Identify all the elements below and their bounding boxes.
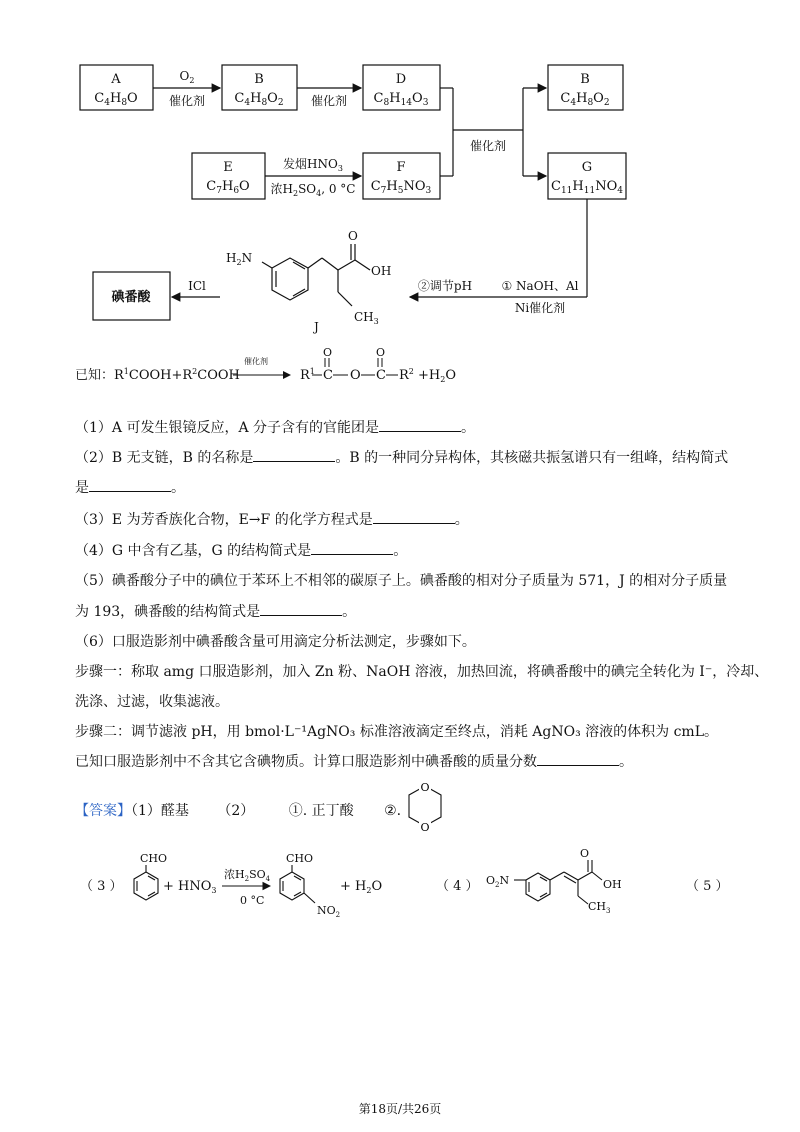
product-cho: CHO [286,852,314,865]
cond-ni: Ni催化剂 [514,301,566,315]
cond-naoh-al: ① NaOH、Al [501,279,579,293]
dioxane-structure [400,780,450,835]
answer-hno3: + $HNO_3$ [163,879,217,895]
box-b2-label: B [580,72,590,87]
box-e-label: E [223,160,233,175]
cond-o2: $O_2$ [179,69,195,85]
answer-blank-2b [89,477,171,492]
box-b-label: B [254,72,264,87]
answer-line-1 [75,800,401,820]
reaction-scheme [0,0,800,340]
g-oh: OH [603,878,622,891]
answer-tag: 【答案】 [75,803,131,819]
svg-text:C: C [376,368,386,383]
box-e-formula: $C_7H_6O$ [206,179,250,196]
question-5-cont: 为 193，碘番酸的结构简式是 。 [75,601,356,621]
box-b-formula: $C_4H_8O_2$ [234,91,284,108]
box-f-formula: $C_7H_5NO_3$ [370,179,432,196]
answer-q2-1: ①. 正丁酸 [288,803,354,819]
answer-q4-label: （ 4 ） [436,879,479,894]
box-a-label: A [111,72,121,87]
question-4: （4）G 中含有乙基，G 的结构简式是 。 [75,540,407,560]
box-g-formula: $C_{11}H_{11}NO_4$ [551,179,623,196]
cond-fuming-hno3: 发烟$HNO_3$ [283,157,343,173]
j-structure [262,244,370,306]
answer-blank-5 [260,601,342,616]
answer-blank-1 [379,417,461,432]
cond-ph: ②调节pH [417,279,473,293]
svg-text:O: O [420,781,430,794]
answer-cond-bottom: 0 °C [240,894,265,907]
svg-text:O: O [323,346,333,359]
cond-h2so4: 浓$H_2SO_4$, 0 °C [270,182,356,198]
step-2: 步骤二：调节滤液 pH，用 bmol·L⁻¹AgNO₃ 标准溶液滴定至终点，消耗 AgNO₃ 溶液的体积为 cmL。 [75,724,719,740]
box-a-formula: $C_4H_8O$ [94,91,138,108]
known-prefix: 已知： [75,368,115,383]
answer-h2o: + $H_2O$ [340,879,383,895]
known-catalyst: 催化剂 [244,357,268,366]
j-oh: OH [371,264,392,278]
known-r2-h2o: $R^2 +H_2O$ [399,367,457,384]
answer-structures [0,840,800,920]
answer-q1: （1）醛基 [131,803,189,819]
g-o2n: $O_2N$ [486,874,510,889]
answer-blank-4 [311,540,393,555]
svg-text:O: O [350,368,361,383]
box-f-label: F [396,160,406,175]
svg-text:C: C [323,368,333,383]
question-2-cont: 是 。 [75,477,185,497]
step-1: 步骤一：称取 amg 口服造影剂，加入 Zn 粉、NaOH 溶液，加热回流，将碘番酸中的碘完全转化为 I⁻，冷却、 [75,664,769,680]
cond-icl: ICl [188,279,206,293]
box-g-label: G [581,160,593,175]
box-b2-formula: $C_4H_8O_2$ [560,91,610,108]
j-nh2: $H_2N$ [226,251,253,267]
question-1: （1）A 可发生银镜反应，A 分子含有的官能团是 。 [75,417,475,437]
answer-cond-top: 浓$H_2SO_4$ [224,868,271,883]
answer-q3-label: （ 3 ） [80,879,123,894]
question-5: （5）碘番酸分子中的碘位于苯环上不相邻的碳原子上。碘番酸的相对分子质量为 571，J 的相对分子质量 [75,573,728,589]
svg-text:O: O [376,346,386,359]
answer-blank-3 [373,509,455,524]
product-no2: $NO_2$ [317,904,341,919]
question-6: （6）口服造影剂中碘番酸含量可用滴定分析法测定，步骤如下。 [75,634,476,650]
page-footer: 第18页/共26页 [358,1102,442,1116]
cond-b-d: 催化剂 [310,94,348,108]
answer-q2: （2） [217,803,255,819]
j-label: J [314,320,319,334]
question-6-end: 已知口服造影剂中不含其它含碘物质。计算口服造影剂中碘番酸的质量分数 。 [75,751,633,771]
cond-a-b: 催化剂 [168,94,206,108]
step-1-cont: 洗涤、过滤，收集滤液。 [75,694,229,710]
answer-q5-label: （ 5 ） [686,879,729,894]
answer-blank-2a [253,447,335,462]
known-r1: $R^1$ [300,367,315,383]
svg-text:O: O [420,821,430,834]
j-o: O [348,229,358,243]
known-reaction [0,340,800,390]
question-3: （3）E 为芳香族化合物，E→F 的化学方程式是 。 [75,509,469,529]
question-2: （2）B 无支链，B 的名称是 。B 的一种同分异构体，其核磁共振氢谱只有一组峰，结构简式 [75,447,728,467]
j-ch3: $CH_3$ [354,310,379,326]
g-o: O [580,847,590,860]
cond-branch: 催化剂 [469,139,507,153]
known-reactants: $R^1COOH+R^2COOH$ [114,367,240,383]
benzaldehyde-cho: CHO [140,852,168,865]
g-ch3: $CH_3$ [588,900,611,915]
box-d-formula: $C_8H_{14}O_3$ [373,91,429,108]
answer-q2-2: ②. [384,803,402,819]
answer-blank-6 [537,751,619,766]
box-iodo-label: 碘番酸 [111,290,151,305]
box-d-label: D [395,72,407,87]
